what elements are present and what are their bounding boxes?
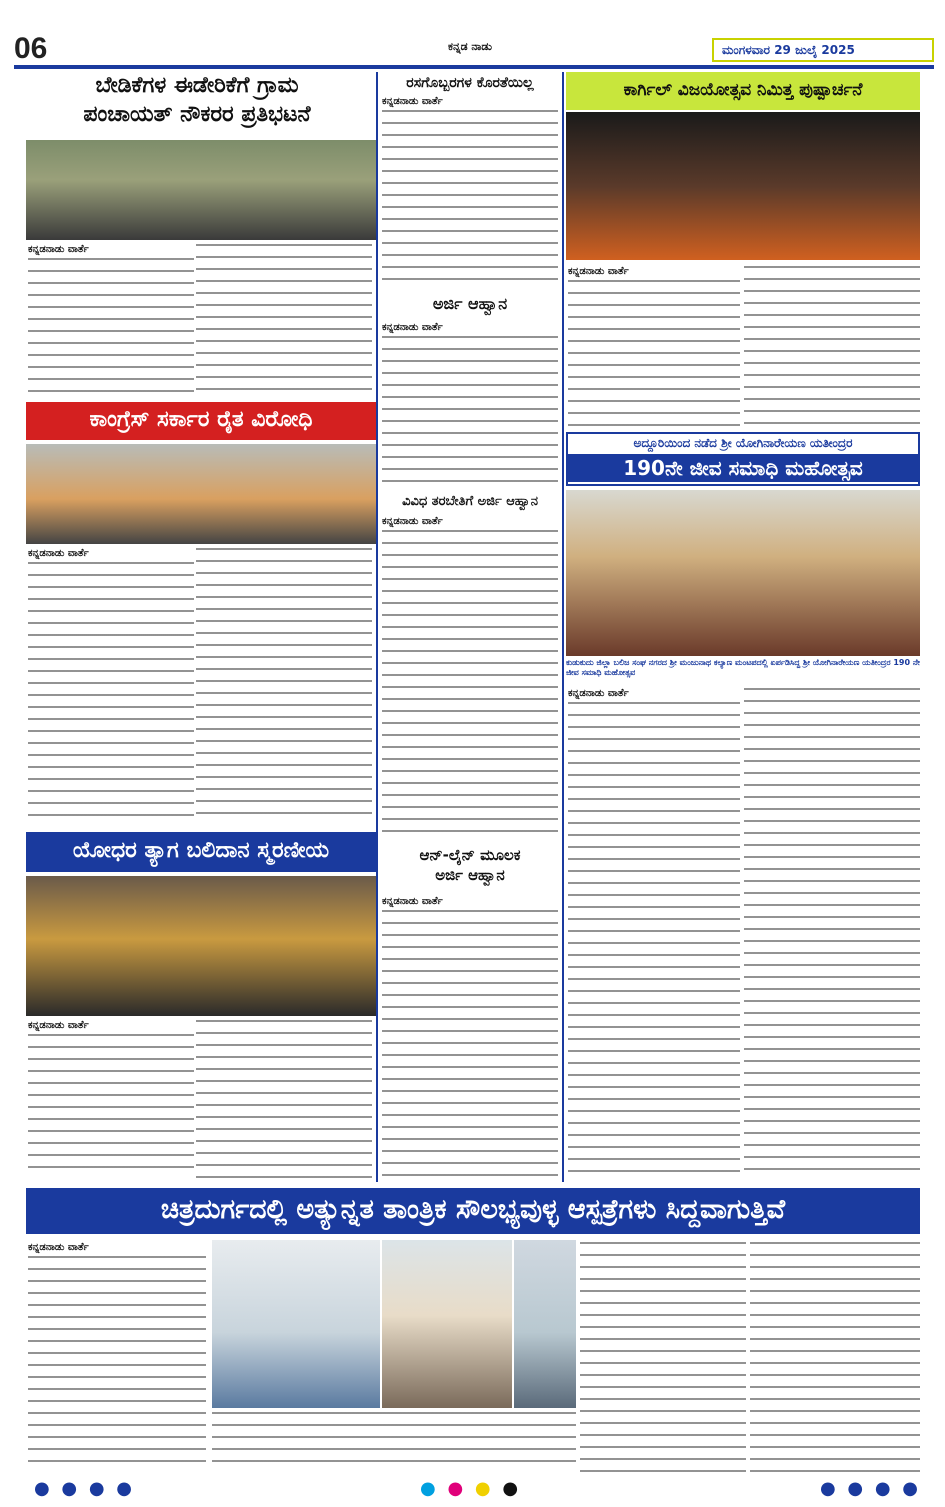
yodha-byline: ಕನ್ನಡನಾಡು ವಾರ್ತೆ [28,1020,89,1031]
yodha-headline: ಯೋಧರ ತ್ಯಾಗ ಬಲಿದಾನ ಸ್ಮರಣೀಯ [26,832,376,872]
hospital-headline: ಚಿತ್ರದುರ್ಗದಲ್ಲಿ ಅತ್ಯುನ್ನತ ತಾಂತ್ರಿಕ ಸೌಲಭ್ಯವುಳ್ಳ ಆಸ್ಪತ್ರೆಗಳು ಸಿದ್ದವಾಗುತ್ತಿವೆ [26,1188,920,1234]
yogi-byline: ಕನ್ನಡನಾಡು ವಾರ್ತೆ [568,688,629,699]
hospital-body-col3 [580,1242,746,1472]
panchayat-headline: ಬೇಡಿಕೆಗಳ ಈಡೇರಿಕೆಗೆ ಗ್ರಾಮ ಪಂಚಾಯತ್ ನೌಕರರ ಪ್ರತಿಭಟನೆ [83,73,311,127]
register-marks: ● ● ● ● [420,1478,522,1499]
congress-body-col2 [196,548,372,824]
online-body [382,910,558,1178]
online-headline: ಆನ್-ಲೈನ್ ಮೂಲಕ ಅರ್ಜಿ ಆಹ್ವಾನ [419,846,521,884]
vividha-body [382,530,558,842]
panchayat-body-col1 [28,258,194,398]
column-rule [376,72,378,1182]
page-number: 06 [14,32,48,65]
date-label: ಮಂಗಳವಾರ 29 ಜುಲೈ 2025 [712,38,934,62]
arji-body [382,336,558,486]
hospital-photo-2 [382,1240,512,1408]
fertilizer-byline: ಕನ್ನಡನಾಡು ವಾರ್ತೆ [382,96,443,107]
yogi-body-col1 [568,702,740,1178]
yodha-body-col2 [196,1020,372,1178]
kargil-body-col1 [568,280,740,428]
panchayat-byline: ಕನ್ನಡನಾಡು ವಾರ್ತೆ [28,244,89,255]
yogi-photo [566,490,920,656]
kargil-body-col2 [744,266,920,428]
column-rule [562,72,564,1182]
kargil-byline: ಕನ್ನಡನಾಡು ವಾರ್ತೆ [568,266,629,277]
yogi-headline-2: 190ನೇ ಜೀವ ಸಮಾಧಿ ಮಹೋತ್ಸವ [568,454,918,482]
header-rule [14,65,934,69]
hospital-body-col4 [750,1242,920,1472]
congress-byline: ಕನ್ನಡನಾಡು ವಾರ್ತೆ [28,548,89,559]
online-byline: ಕನ್ನಡನಾಡು ವಾರ್ತೆ [382,896,443,907]
vividha-headline: ವಿವಿಧ ತರಬೇತಿಗೆ ಅರ್ಜಿ ಆಹ್ವಾನ [402,494,538,509]
yogi-headline-1: ಅದ್ದೂರಿಯಿಂದ ನಡೆದ ಶ್ರೀ ಯೋಗಿನಾರೇಯಣ ಯತೀಂದ್ರರ [633,436,853,450]
fertilizer-body [382,110,558,290]
vividha-byline: ಕನ್ನಡನಾಡು ವಾರ್ತೆ [382,516,443,527]
yogi-headline-box [566,432,920,486]
panchayat-body-col2 [196,244,372,398]
arji-byline: ಕನ್ನಡನಾಡು ವಾರ್ತೆ [382,322,443,333]
hospital-body-col1 [28,1256,206,1472]
hospital-body-col2 [212,1412,576,1472]
masthead: ಕನ್ನಡ ನಾಡು [448,40,492,53]
kargil-photo [566,112,920,260]
register-marks: ● ● ● ● [34,1478,135,1499]
arji-headline: ಅರ್ಜಿ ಆಹ್ವಾನ [432,294,508,313]
kargil-headline: ಕಾರ್ಗಿಲ್ ವಿಜಯೋತ್ಸವ ನಿಮಿತ್ತ ಪುಷ್ಪಾರ್ಚನೆ [566,72,920,110]
yodha-photo [26,876,376,1016]
congress-headline: ಕಾಂಗ್ರೆಸ್ ಸರ್ಕಾರ ರೈತ ವಿರೋಧಿ [26,402,376,440]
hospital-byline: ಕನ್ನಡನಾಡು ವಾರ್ತೆ [28,1242,89,1253]
congress-body-col1 [28,562,194,824]
hospital-photo-3 [514,1240,576,1408]
congress-photo [26,444,376,544]
hospital-photo-1 [212,1240,380,1408]
register-marks: ● ● ● ● [820,1478,921,1499]
fertilizer-headline: ರಸಗೊಬ್ಬರಗಳ ಕೊರತೆಯಿಲ್ಲ [406,75,534,91]
yodha-body-col1 [28,1034,194,1178]
yogi-caption: ಕುಡುಕುದು ಜಿಲ್ಲಾ ಬಲಿಜ ಸಂಘ ನಗರದ ಶ್ರೀ ಮಂಜುನಾಥ ಕಲ್ಯಾಣ ಮಂಟಪದಲ್ಲಿ ಏರ್ಪಡಿಸಿದ್ದ ಶ್ರೀ ಯೋಗಿನಾರೇಯಣ ಯತೀಂದ್ರರ 190 ನೇ ಜೀವ ಸಮಾಧಿ ಮಹೋತ್ಸವ [566,658,920,678]
protest-photo [26,140,376,240]
yogi-body-col2 [744,688,920,1178]
